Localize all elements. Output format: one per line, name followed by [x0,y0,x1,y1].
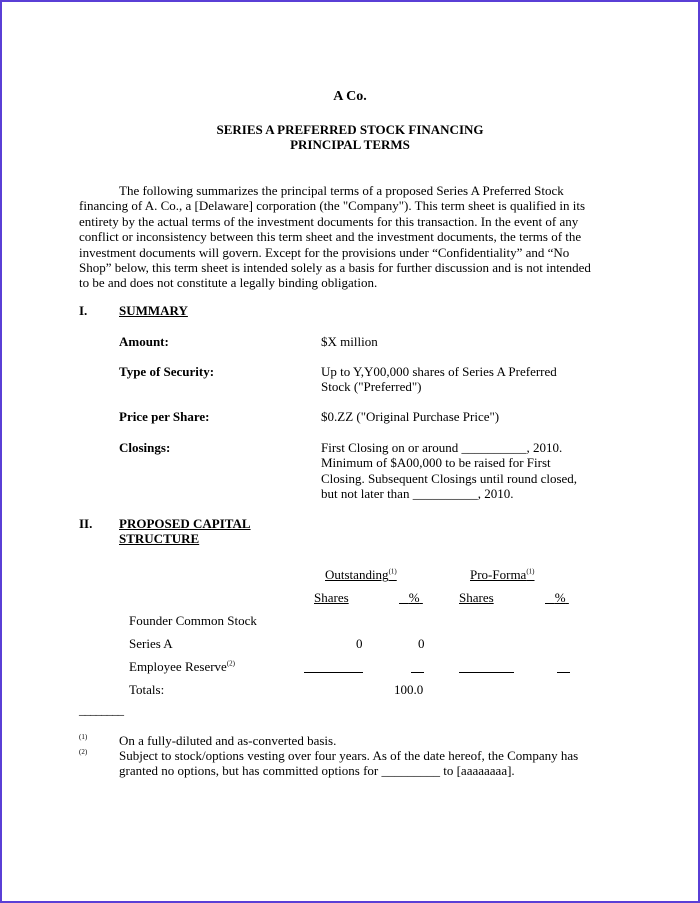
intro-line: financing of A. Co., a [Delaware] corporation (the "Company"). This term sheet is qualified in its [79,198,586,214]
intro-line: conflict or inconsistency between this term sheet and the investment documents, the terms of the [79,229,582,245]
closings-value: First Closing on or around __________, 2010. Minimum of $A00,000 to be raised for First Closing. Subsequent Closings until round closed, but not later than __________, 2010. [321,440,578,502]
type-of-security-label: Type of Security: [119,364,215,379]
section-1-heading: SUMMARY [119,303,188,318]
intro-line: entirety by the actual terms of the investment documents for this transaction. In the event of any [79,213,579,229]
employee-shares-blank [304,672,363,673]
section-2-heading-line1: PROPOSED CAPITAL [119,516,251,531]
document-title: SERIES A PREFERRED STOCK FINANCING [216,122,484,137]
series-a-label: Series A [129,636,173,651]
outstanding-header: Outstanding$^{(1)}$ [325,567,397,582]
founder-common-stock-label: Founder Common Stock [129,613,257,628]
percent-column-header: % [408,590,420,605]
proforma-header: Pro-Forma$^{(1)}$ [470,567,535,582]
employee-proforma-shares-blank [459,672,514,673]
type-of-security-value: Up to Y,Y00,000 shares of Series A Preferred Stock ("Preferred") [321,364,557,395]
company-name: A Co. [333,89,367,104]
footnote-rule: ________ [79,702,123,717]
amount-value: $X million [321,334,378,349]
section-2-numeral: II. [79,516,93,531]
totals-label: Totals: [129,682,165,697]
series-a-percent: 0 [418,636,425,651]
section-1-numeral: I. [79,303,88,318]
footnote-2-text-line1: Subject to stock/options vesting over four years. As of the date hereof, the Company has [119,748,579,763]
employee-percent-blank [411,672,424,673]
footnote-1-text: On a fully-diluted and as-converted basis. [119,733,337,748]
intro-line: investment documents will govern. Except for the provisions under “Confidentiality” and “No [79,244,570,260]
employee-proforma-percent-blank [557,672,570,673]
intro-paragraph [79,183,619,291]
proforma-percent-column-header: % [554,590,566,605]
employee-reserve-label: Employee Reserve$^{(2)}$ [129,659,235,674]
price-per-share-label: Price per Share: [119,409,210,424]
footnote-2-mark: (2) [79,748,88,756]
document-subtitle: PRINCIPAL TERMS [290,137,410,152]
amount-label: Amount: [119,334,169,349]
intro-line: Shop” below, this term sheet is intended solely as a basis for further discussion and is not intended [79,260,591,276]
proforma-shares-column-header: Shares [459,590,494,605]
closings-label: Closings: [119,440,171,455]
shares-column-header: Shares [314,590,349,605]
price-per-share-value: $0.ZZ ("Original Purchase Price") [321,409,500,424]
section-2-heading-line2: STRUCTURE [119,531,200,546]
footnote-2-text-line2: granted no options, but has committed options for _________ to [aaaaaaaa]. [119,763,515,778]
totals-percent: 100.0 [394,682,424,697]
series-a-shares: 0 [356,636,363,651]
intro-line: The following summarizes the principal terms of a proposed Series A Preferred Stock [119,183,564,198]
intro-line: to be and does not constitute a legally binding obligation. [79,275,378,291]
footnote-1-mark: (1) [79,733,88,741]
